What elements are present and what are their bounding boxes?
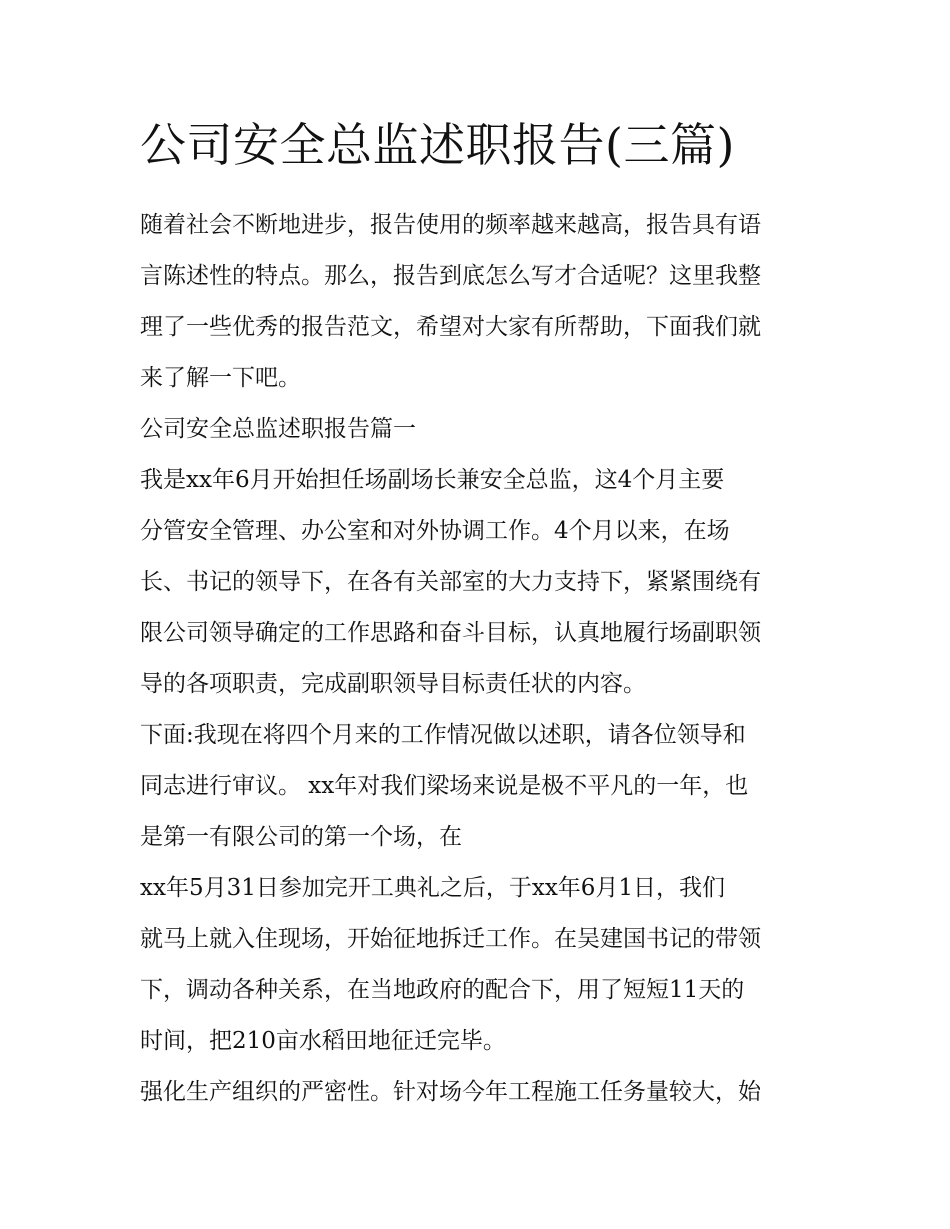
text-line: 下，调动各种关系，在当地政府的配合下，用了短短11天的 bbox=[140, 977, 745, 1003]
text-line: xx年5月31日参加完开工典礼之后，于xx年6月1日，我们 bbox=[140, 875, 726, 901]
paragraph-land bbox=[140, 863, 820, 1067]
paragraph-production bbox=[140, 1067, 820, 1118]
text-line: 导的各项职责，完成副职领导目标责任状的内容。 bbox=[140, 671, 646, 697]
text-line: 下面:我现在将四个月来的工作情况做以述职，请各位领导和 bbox=[140, 722, 746, 748]
text-line: 强化生产组织的严密性。针对场今年工程施工任务量较大，始 bbox=[140, 1079, 761, 1105]
text-line: 来了解一下吧。 bbox=[140, 365, 301, 391]
paragraph-role bbox=[140, 455, 820, 710]
text-line: 就马上就入住现场，开始征地拆迁工作。在吴建国书记的带领 bbox=[140, 926, 761, 952]
text-line: 是第一有限公司的第一个场，在 bbox=[140, 824, 462, 850]
document-body bbox=[140, 200, 820, 1118]
paragraph-intro bbox=[140, 200, 820, 404]
text-line: 理了一些优秀的报告范文，希望对大家有所帮助，下面我们就 bbox=[140, 314, 761, 340]
text-line: 分管安全管理、办公室和对外协调工作。4个月以来，在场 bbox=[140, 518, 730, 544]
text-line: 言陈述性的特点。那么，报告到底怎么写才合适呢？这里我整 bbox=[140, 263, 761, 289]
text-line: 长、书记的领导下，在各有关部室的大力支持下，紧紧围绕有 bbox=[140, 569, 761, 595]
text-line: 时间，把210亩水稻田地征迁完毕。 bbox=[140, 1028, 506, 1054]
text-line: 同志进行审议。 xx年对我们梁场来说是极不平凡的一年，也 bbox=[140, 773, 749, 799]
paragraph-review bbox=[140, 710, 820, 863]
section-heading bbox=[140, 404, 820, 455]
text-line: 随着社会不断地进步，报告使用的频率越来越高，报告具有语 bbox=[140, 212, 761, 238]
text-line: 限公司领导确定的工作思路和奋斗目标，认真地履行场副职领 bbox=[140, 620, 761, 646]
text-line: 我是xx年6月开始担任场副场长兼安全总监，这4个月主要 bbox=[140, 467, 725, 493]
document-title: 公司安全总监述职报告(三篇) bbox=[140, 118, 735, 172]
text-line: 公司安全总监述职报告篇一 bbox=[140, 416, 416, 442]
